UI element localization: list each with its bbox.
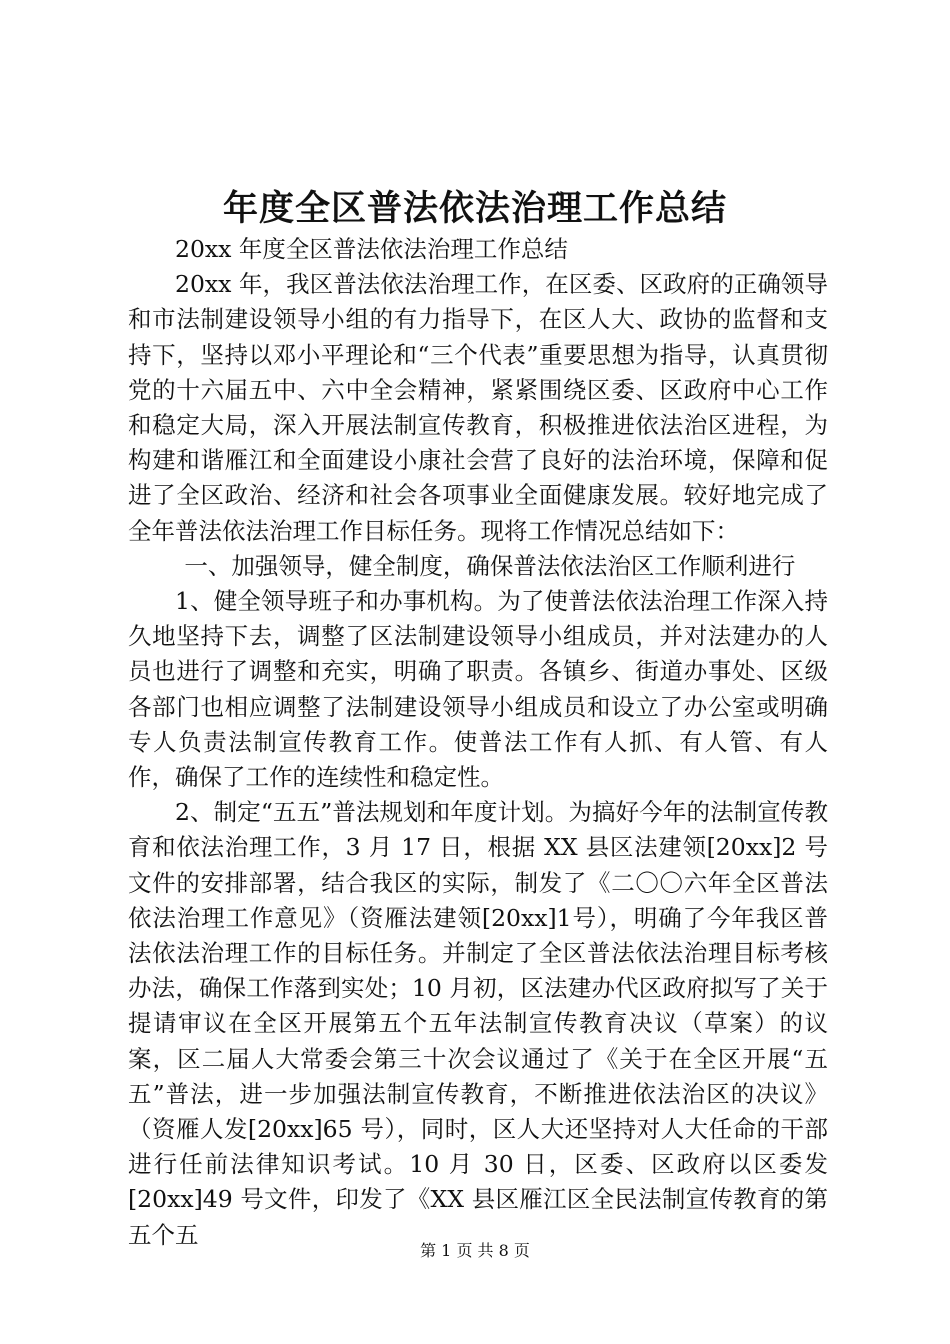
subtitle-paragraph: 20xx 年度全区普法依法治理工作总结 (175, 235, 568, 263)
document-body (128, 232, 828, 1253)
document-title: 年度全区普法依法治理工作总结 (222, 188, 727, 229)
page-number-footer: 第 1 页 共 8 页 (420, 1241, 530, 1260)
body-paragraph: 1、健全领导班子和办事机构。为了使普法依法治理工作深入持久地坚持下去，调整了区法制建设领导小组成员，并对法建办的人员也进行了调整和充实，明确了职责。各镇乡、街道办事处、区级各部门也相应调整了法制建设领导小组成员和设立了办公室或明确专人负责法制宣传教育工作。使普法工作有人抓、有人管、有人作，确保了工作的连续性和稳定性。 (128, 587, 828, 792)
intro-paragraph: 20xx 年，我区普法依法治理工作，在区委、区政府的正确领导和市法制建设领导小组的有力指导下，在区人大、政协的监督和支持下，坚持以邓小平理论和“三个代表”重要思想为指导，认真贯彻党的十六届五中、六中全会精神，紧紧围绕区委、区政府中心工作和稳定大局，深入开展法制宣传教育，积极推进依法治区进程，为构建和谐雁江和全面建设小康社会营了良好的法治环境，保障和促进了全区政治、经济和社会各项事业全面健康发展。较好地完成了全年普法依法治理工作目标任务。现将工作情况总结如下： (128, 270, 828, 545)
section-heading: 一、加强领导，健全制度，确保普法依法治区工作顺利进行 (184, 551, 796, 580)
body-paragraph: 2、制定“五五”普法规划和年度计划。为搞好今年的法制宣传教育和依法治理工作，3 月 17 日，根据 XX 县区法建领[20xx]2 号文件的安排部署，结合我区的实际，制发了《二〇〇六年全区普法依法治理工作意见》（资雁法建领[20xx]1号），明确了今年我区普法依法治理工作的目标任务。并制定了全区普法依法治理目标考核办法，确保工作落到实处；10 月初，区法建办代区政府拟写了关于提请审议在全区开展第五个五年法制宣传教育决议（草案）的议案，区二届人大常委会第三十次会议通过了《关于在全区开展“五五”普法，进一步加强法制宣传教育，不断推进依法治区的决议》（资雁人发[20xx]65 号），同时，区人大还坚持对人大任命的干部进行任前法律知识考试。10 月 30 日，区委、区政府以区委发[20xx]49 号文件，印发了《XX 县区雁江区全民法制宣传教育的第五个五 (128, 798, 828, 1249)
